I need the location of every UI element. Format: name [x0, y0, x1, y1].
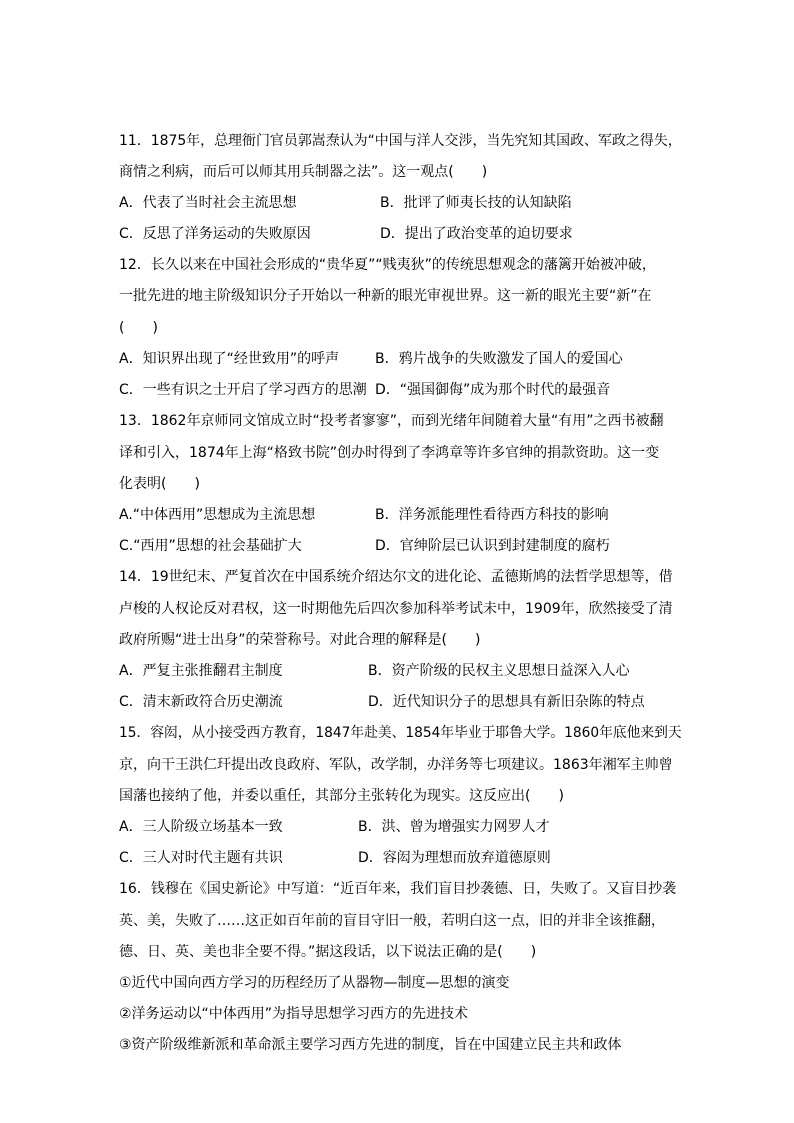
q13-stem-line-3: 化表明( )	[119, 476, 200, 492]
q12-option-a: A．知识界出现了“经世致用”的呼声	[119, 351, 340, 367]
q11-stem-line-2: 商情之利病，而后可以师其用兵制器之法”。这一观点( )	[119, 164, 488, 180]
q14-option-b: B．资产阶级的民权主义思想日益深入人心	[368, 663, 630, 679]
q14-stem-line-3: 政府所赐“进士出身”的荣誉称号。对此合理的解释是( )	[119, 632, 481, 648]
q16-stem-line-3: 德、日、英、美也非全要不得。”据这段话，以下说法正确的是( )	[119, 944, 537, 960]
q13-option-d: D．官绅阶层已认识到封建制度的腐朽	[375, 538, 610, 554]
q15-option-d: D．容闳为理想而放弃道德原则	[358, 850, 551, 866]
q16-statement-2: ②洋务运动以“中体西用”为指导思想学习西方的先进技术	[119, 1006, 469, 1022]
q13-stem-line-1: 13．1862年京师同文馆成立时“投考者寥寥”，而到光绪年间随着大量“有用”之西书被翻	[119, 413, 664, 429]
q16-stem-line-1: 16．钱穆在《国史新论》中写道：“近百年来，我们盲目抄袭德、日，失败了。又盲目抄袭	[119, 881, 677, 897]
q14-stem-line-1: 14．19世纪末、严复首次在中国系统介绍达尔文的进化论、孟德斯鸠的法哲学思想等，借	[119, 569, 673, 585]
q15-option-b: B．洪、曾为增强实力网罗人才	[358, 819, 550, 835]
q14-option-d: D．近代知识分子的思想具有新旧杂陈的特点	[368, 694, 645, 710]
q13-option-b: B．洋务派能理性看待西方科技的影响	[375, 507, 609, 523]
q12-option-c: C．一些有识之士开启了学习西方的思潮	[119, 382, 367, 398]
q14-stem-line-2: 卢梭的人权论反对君权，这一时期他先后四次参加科举考试未中，1909年，欣然接受了清	[119, 601, 673, 617]
q14-option-c: C．清末新政符合历史潮流	[119, 694, 283, 710]
q11-option-b: B．批评了师夷长技的认知缺陷	[380, 195, 572, 211]
q11-option-a: A．代表了当时社会主流思想	[119, 195, 297, 211]
q12-stem-line-2: 一批先进的地主阶级知识分子开始以一种新的眼光审视世界。这一新的眼光主要“新”在	[119, 288, 652, 304]
q13-stem-line-2: 译和引入，1874年上海“格致书院”创办时得到了李鸿章等许多官绅的捐款资助。这一变	[119, 445, 660, 461]
q12-stem-line-3: ( )	[119, 320, 158, 336]
q16-stem-line-2: 英、美，失败了……这正如百年前的盲目守旧一般，若明白这一点，旧的并非全该推翻，	[119, 913, 665, 929]
q12-option-d: D．“强国御侮”成为那个时代的最强音	[375, 382, 611, 398]
q15-option-c: C．三人对时代主题有共识	[119, 850, 283, 866]
q11-stem-line-1: 11．1875年，总理衙门官员郭嵩焘认为“中国与洋人交涉，当先究知其国政、军政之得失，	[119, 133, 682, 149]
q11-option-c: C．反思了洋务运动的失败原因	[119, 226, 311, 242]
q16-statement-1: ①近代中国向西方学习的历程经历了从器物—制度—思想的演变	[119, 975, 510, 991]
q12-stem-line-1: 12．长久以来在中国社会形成的“贵华夏”“贱夷狄”的传统思想观念的藩篱开始被冲破，	[119, 257, 656, 273]
q16-statement-3: ③资产阶级维新派和革命派主要学习西方先进的制度，旨在中国建立民主共和政体	[119, 1037, 622, 1053]
q14-option-a: A．严复主张推翻君主制度	[119, 663, 283, 679]
q11-option-d: D．提出了政治变革的迫切要求	[380, 226, 573, 242]
q15-stem-line-1: 15．容闳，从小接受西方教育，1847年赴美、1854年毕业于耶鲁大学。1860年底他来到天	[119, 725, 682, 741]
q15-stem-line-3: 国藩也接纳了他，并委以重任，其部分主张转化为现实。这反应出( )	[119, 788, 564, 804]
q15-option-a: A．三人阶级立场基本一致	[119, 819, 283, 835]
q13-option-c: C.“西用”思想的社会基础扩大	[119, 538, 302, 554]
q13-option-a: A.“中体西用”思想成为主流思想	[119, 507, 316, 523]
q12-option-b: B．鸦片战争的失败激发了国人的爱国心	[375, 351, 623, 367]
q15-stem-line-2: 京，向干王洪仁玕提出改良政府、军队，改学制，办洋务等七项建议。1863年湘军主帅曾	[119, 757, 673, 773]
